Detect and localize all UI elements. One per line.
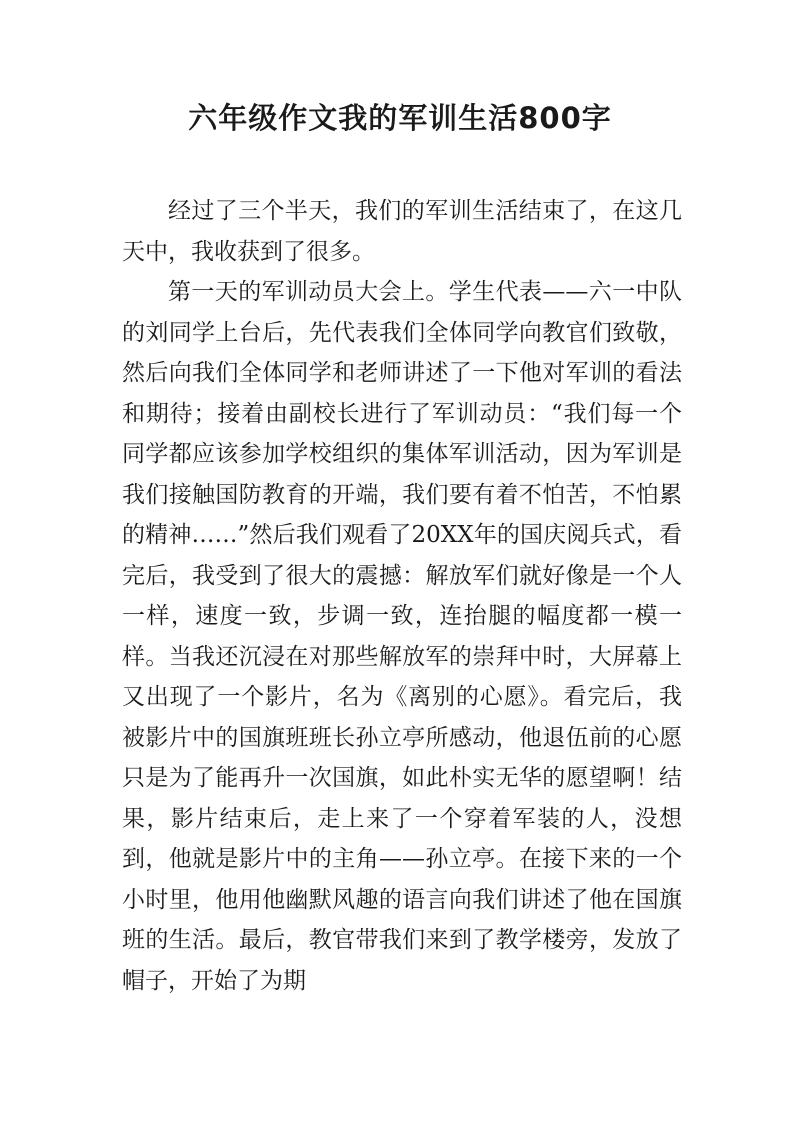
paragraph-intro: 经过了三个半天，我们的军训生活结束了，在这几天中，我收获到了很多。 [122,198,682,265]
document-body [122,191,682,1001]
paragraph-first-day: 第一天的军训动员大会上。学生代表——六一中队的刘同学上台后，先代表我们全体同学向教官们致敬，然后向我们全体同学和老师讲述了一下他对军训的看法和期待；接着由副校长进行了军训动员：“我们每一个同学都应该参加学校组织的集体军训活动，因为军训是我们接触国防教育的开端，我们要有着不怕苦，不怕累的精神……”然后我们观看了20XX年的国庆阅兵式，看完后，我受到了很大的震撼：解放军们就好像是一个人一样，速度一致，步调一致，连抬腿的幅度都一模一样。当我还沉浸在对那些解放军的崇拜中时，大屏幕上又出现了一个影片，名为《离别的心愿》。看完后，我被影片中的国旗班班长孙立亭所感动，他退伍前的心愿只是为了能再升一次国旗，如此朴实无华的愿望啊！结果，影片结束后，走上来了一个穿着军装的人，没想到，他就是影片中的主角——孙立亭。在接下来的一个小时里，他用他幽默风趣的语言向我们讲述了他在国旗班的生活。最后，教官带我们来到了教学楼旁，发放了帽子，开始了为期 [122,279,682,994]
document-title: 六年级作文我的军训生活800字 [188,101,612,135]
